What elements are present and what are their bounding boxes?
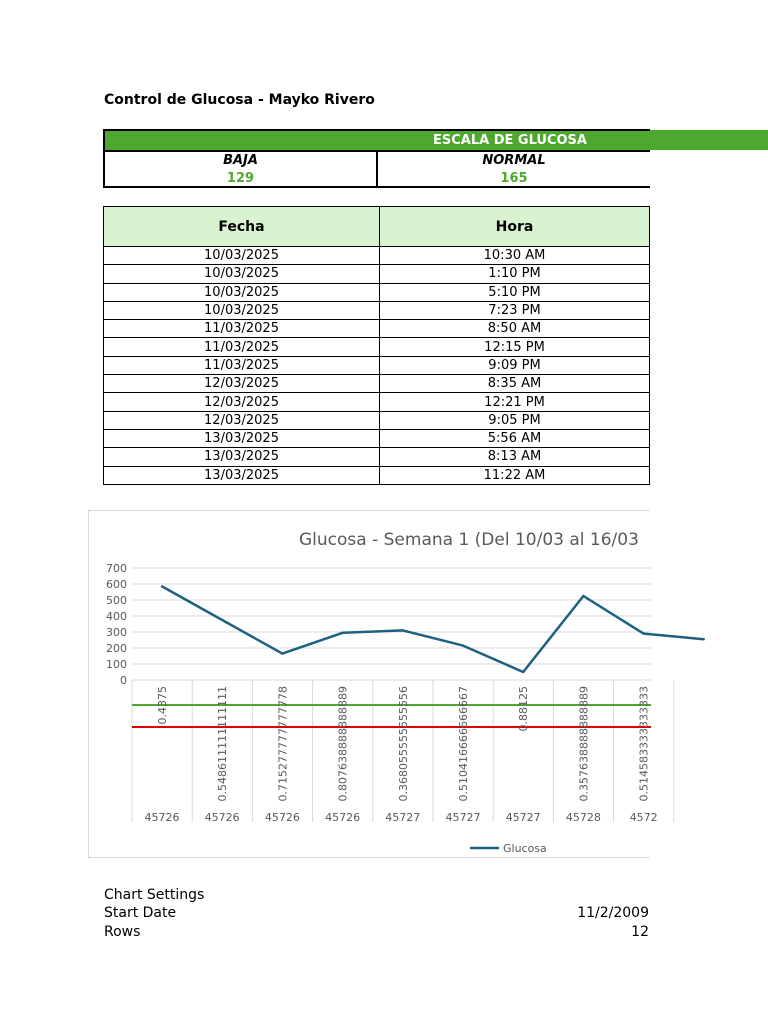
cell-hora: 5:56 AM [380, 429, 650, 447]
data-point [221, 619, 223, 621]
cell-fecha: 13/03/2025 [104, 448, 380, 466]
y-tick-label: 400 [106, 610, 127, 623]
legend-label-glucosa: Glucosa [503, 842, 547, 855]
rows-label: Rows [104, 924, 141, 940]
x-tick-label-date: 45728 [565, 811, 601, 824]
x-tick-label-time: 0.715277777777778 [276, 686, 290, 802]
x-tick-label-date: 45727 [505, 811, 541, 824]
y-tick-label: 300 [106, 626, 127, 639]
chart-title: Glucosa - Semana 1 (Del 10/03 al 16/03 [299, 530, 639, 550]
scale-header-label: ESCALA DE GLUCOSA [433, 133, 587, 148]
start-date-label: Start Date [104, 905, 177, 921]
x-tick-label-date: 45726 [264, 811, 300, 824]
table-row [104, 320, 650, 338]
table-row [104, 448, 650, 466]
glucose-chart [88, 510, 658, 858]
scale-low [105, 152, 376, 188]
scale-body [105, 150, 650, 188]
page-title: Control de Glucosa - Mayko Rivero [104, 92, 375, 108]
column-header-fecha: Fecha [104, 207, 380, 247]
series-line-glucosa [162, 586, 704, 672]
x-tick-label-time: 0.510416666666667 [457, 686, 470, 802]
rows-row [104, 924, 649, 940]
data-point [402, 629, 404, 631]
cell-fecha: 11/03/2025 [104, 320, 380, 338]
x-tick-label-time: 0.548611111111111 [216, 686, 230, 802]
cell-fecha: 12/03/2025 [104, 411, 380, 429]
cell-fecha: 11/03/2025 [104, 356, 380, 374]
scale-normal [378, 152, 650, 188]
scale-low-label: BAJA [223, 153, 258, 168]
cell-fecha: 10/03/2025 [104, 301, 380, 319]
glucose-chart-svg [89, 511, 658, 859]
scale-low-value: 129 [226, 171, 255, 186]
glucose-log-table [103, 206, 650, 485]
x-tick-label-time: 0.88125 [517, 686, 531, 732]
scale-header [105, 131, 650, 150]
cell-fecha: 10/03/2025 [104, 283, 380, 301]
scale-normal-label: NORMAL [482, 153, 546, 168]
table-row [104, 429, 650, 447]
x-tick-label-date: 45727 [445, 811, 481, 824]
cell-hora: 8:35 AM [380, 375, 650, 393]
data-point [582, 595, 584, 597]
glucose-scale-table [103, 129, 650, 188]
x-tick-label-date: 45726 [204, 811, 240, 824]
x-tick-label-time: 0.357638888888889 [577, 686, 591, 802]
cell-hora: 5:10 PM [380, 283, 650, 301]
y-tick-label: 500 [106, 594, 127, 607]
x-tick-label-date: 45726 [325, 811, 361, 824]
cell-fecha: 13/03/2025 [104, 429, 380, 447]
x-tick-label-date: 45727 [385, 811, 421, 824]
cell-fecha: 10/03/2025 [104, 247, 380, 265]
cell-hora: 12:21 PM [380, 393, 650, 411]
data-point [462, 644, 464, 646]
table-row [104, 411, 650, 429]
start-date-row [104, 905, 649, 921]
cell-hora: 9:05 PM [380, 411, 650, 429]
start-date-value: 11/2/2009 [577, 905, 649, 921]
y-tick-label: 200 [106, 642, 127, 655]
scale-normal-value: 165 [500, 171, 528, 186]
data-point [522, 671, 524, 673]
header-band-overflow [650, 130, 768, 150]
cell-fecha: 13/03/2025 [104, 466, 380, 484]
data-point [341, 632, 343, 634]
table-row [104, 356, 650, 374]
data-point [642, 632, 644, 634]
cell-hora: 9:09 PM [380, 356, 650, 374]
y-tick-label: 600 [106, 578, 127, 591]
data-point [281, 652, 283, 654]
chart-settings-title: Chart Settings [104, 887, 205, 903]
table-row [104, 247, 650, 265]
x-tick-label-time: 0.368055555555556 [396, 686, 410, 802]
x-tick-label-time: 0.807638888888889 [336, 686, 350, 802]
cell-hora: 8:50 AM [380, 320, 650, 338]
x-tick-label-date: 4572 [629, 811, 658, 824]
cell-hora: 8:13 AM [380, 448, 650, 466]
x-tick-label-time: 0.514583333333333 [637, 686, 651, 802]
cell-hora: 11:22 AM [380, 466, 650, 484]
data-point [703, 638, 705, 640]
cell-fecha: 12/03/2025 [104, 375, 380, 393]
column-header-hora: Hora [380, 207, 650, 247]
cell-hora: 1:10 PM [380, 265, 650, 283]
data-point [161, 585, 163, 587]
table-row [104, 301, 650, 319]
y-tick-label: 700 [106, 562, 127, 575]
cell-hora: 10:30 AM [380, 247, 650, 265]
cell-hora: 7:23 PM [380, 301, 650, 319]
cell-fecha: 11/03/2025 [104, 338, 380, 356]
table-row [104, 265, 650, 283]
table-row [104, 283, 650, 301]
y-tick-label: 0 [120, 674, 127, 687]
table-row [104, 393, 650, 411]
rows-value: 12 [631, 924, 649, 940]
cell-hora: 12:15 PM [380, 338, 650, 356]
table-row [104, 338, 650, 356]
table-header-row [104, 207, 650, 247]
cell-fecha: 12/03/2025 [104, 393, 380, 411]
x-tick-label-time: 0.4375 [156, 686, 169, 725]
y-tick-label: 100 [106, 658, 127, 671]
x-tick-label-date: 45726 [144, 811, 180, 824]
table-row [104, 375, 650, 393]
cell-fecha: 10/03/2025 [104, 265, 380, 283]
table-row [104, 466, 650, 484]
